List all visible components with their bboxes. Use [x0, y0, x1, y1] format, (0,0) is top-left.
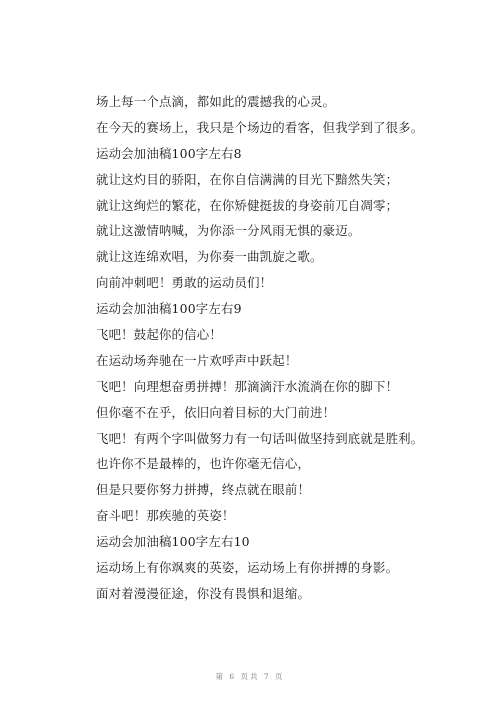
text-line: 就让这灼目的骄阳，在你自信满满的目光下黯然失笑；: [96, 171, 399, 187]
text-line: 场上每一个点滴，都如此的震撼我的心灵。: [96, 94, 336, 109]
section-heading: 运动会加油稿100字左右9: [96, 301, 242, 317]
section-heading: 运动会加油稿100字左右10: [96, 534, 250, 550]
text-line: 就让这绚烂的繁花，在你矫健挺拔的身姿前兀自凋零；: [96, 197, 399, 213]
text-line: 飞吧！向理想奋勇拼搏！那滴滴汗水流淌在你的脚下！: [96, 378, 399, 394]
text-line: 但你毫不在乎，依旧向着目标的大门前进！: [96, 404, 336, 420]
text-line: 在今天的赛场上，我只是个场边的看客，但我学到了很多。: [96, 119, 424, 135]
text-line: 向前冲刺吧！勇敢的运动员们！: [96, 275, 273, 291]
text-line: 就让这激情呐喊，为你添一分风雨无惧的豪迈。: [96, 223, 361, 239]
text-line: 飞吧！鼓起你的信心！: [96, 327, 222, 343]
document-body: [96, 89, 476, 607]
text-line: 但是只要你努力拼搏，终点就在眼前！: [96, 482, 311, 498]
text-line: 飞吧！有两个字叫做努力有一句话叫做坚持到底就是胜利。: [96, 430, 424, 446]
text-line: 也许你不是最棒的，也许你毫无信心，: [96, 456, 311, 472]
text-line: 奋斗吧！那疾驰的英姿！: [96, 508, 235, 524]
text-line: 就让这连绵欢唱，为你奏一曲凯旋之歌。: [96, 249, 323, 265]
text-line: 在运动场奔驰在一片欢呼声中跃起！: [96, 352, 298, 368]
text-line: 运动场上有你飒爽的英姿，运动场上有你拼搏的身影。: [96, 560, 399, 576]
section-heading: 运动会加油稿100字左右8: [96, 145, 242, 161]
text-line: 面对着漫漫征途，你没有畏惧和退缩。: [96, 585, 311, 601]
page-number-footer: 第 6 页共 7 页: [215, 672, 285, 681]
